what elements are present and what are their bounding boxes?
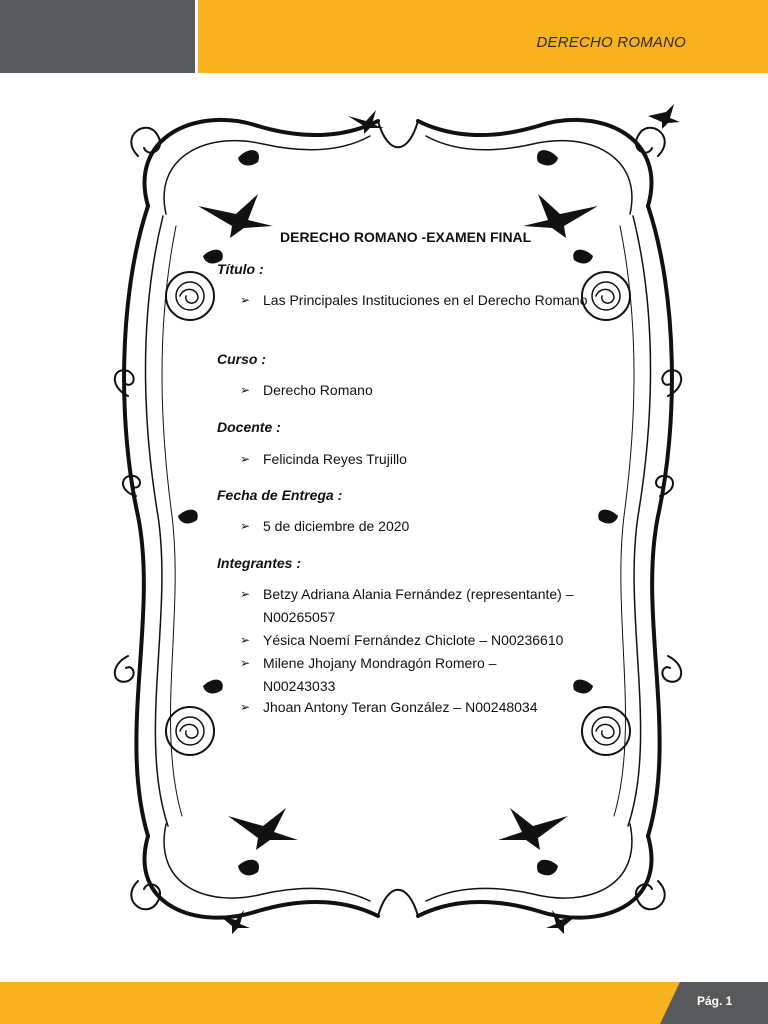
list-item-integrante-4: ➢ Jhoan Antony Teran González – N00248034 [240, 696, 620, 719]
list-item-curso: ➢ Derecho Romano [240, 379, 620, 402]
arrow-bullet-icon: ➢ [240, 519, 251, 533]
header-title: DERECHO ROMANO [536, 34, 686, 51]
list-item-titulo: ➢ Las Principales Instituciones en el Derecho Romano [240, 289, 600, 312]
page-number: Pág. 1 [697, 994, 733, 1008]
label-fecha-entrega: Fecha de Entrega : [217, 487, 343, 503]
list-item-fecha: ➢ 5 de diciembre de 2020 [240, 515, 620, 538]
list-item-integrante-1: ➢ Betzy Adriana Alania Fernández (representante) – N00265057 [240, 583, 620, 629]
arrow-bullet-icon: ➢ [240, 633, 251, 647]
label-docente: Docente : [217, 419, 281, 435]
list-item-integrante-3: ➢ Milene Jhojany Mondragón Romero – N00243033 [240, 652, 550, 698]
arrow-bullet-icon: ➢ [240, 293, 251, 307]
label-integrantes: Integrantes : [217, 555, 302, 571]
footer-gold-bar [0, 982, 680, 1024]
arrow-bullet-icon: ➢ [240, 656, 251, 670]
list-item-docente: ➢ Felicinda Reyes Trujillo [240, 448, 620, 471]
arrow-bullet-icon: ➢ [240, 452, 251, 466]
arrow-bullet-icon: ➢ [240, 700, 251, 714]
list-item-integrante-2: ➢ Yésica Noemí Fernández Chiclote – N00236610 [240, 629, 620, 652]
arrow-bullet-icon: ➢ [240, 383, 251, 397]
label-titulo: Título : [217, 261, 264, 277]
label-curso: Curso : [217, 351, 266, 367]
document-title: DERECHO ROMANO -EXAMEN FINAL [280, 229, 532, 245]
arrow-bullet-icon: ➢ [240, 587, 251, 601]
